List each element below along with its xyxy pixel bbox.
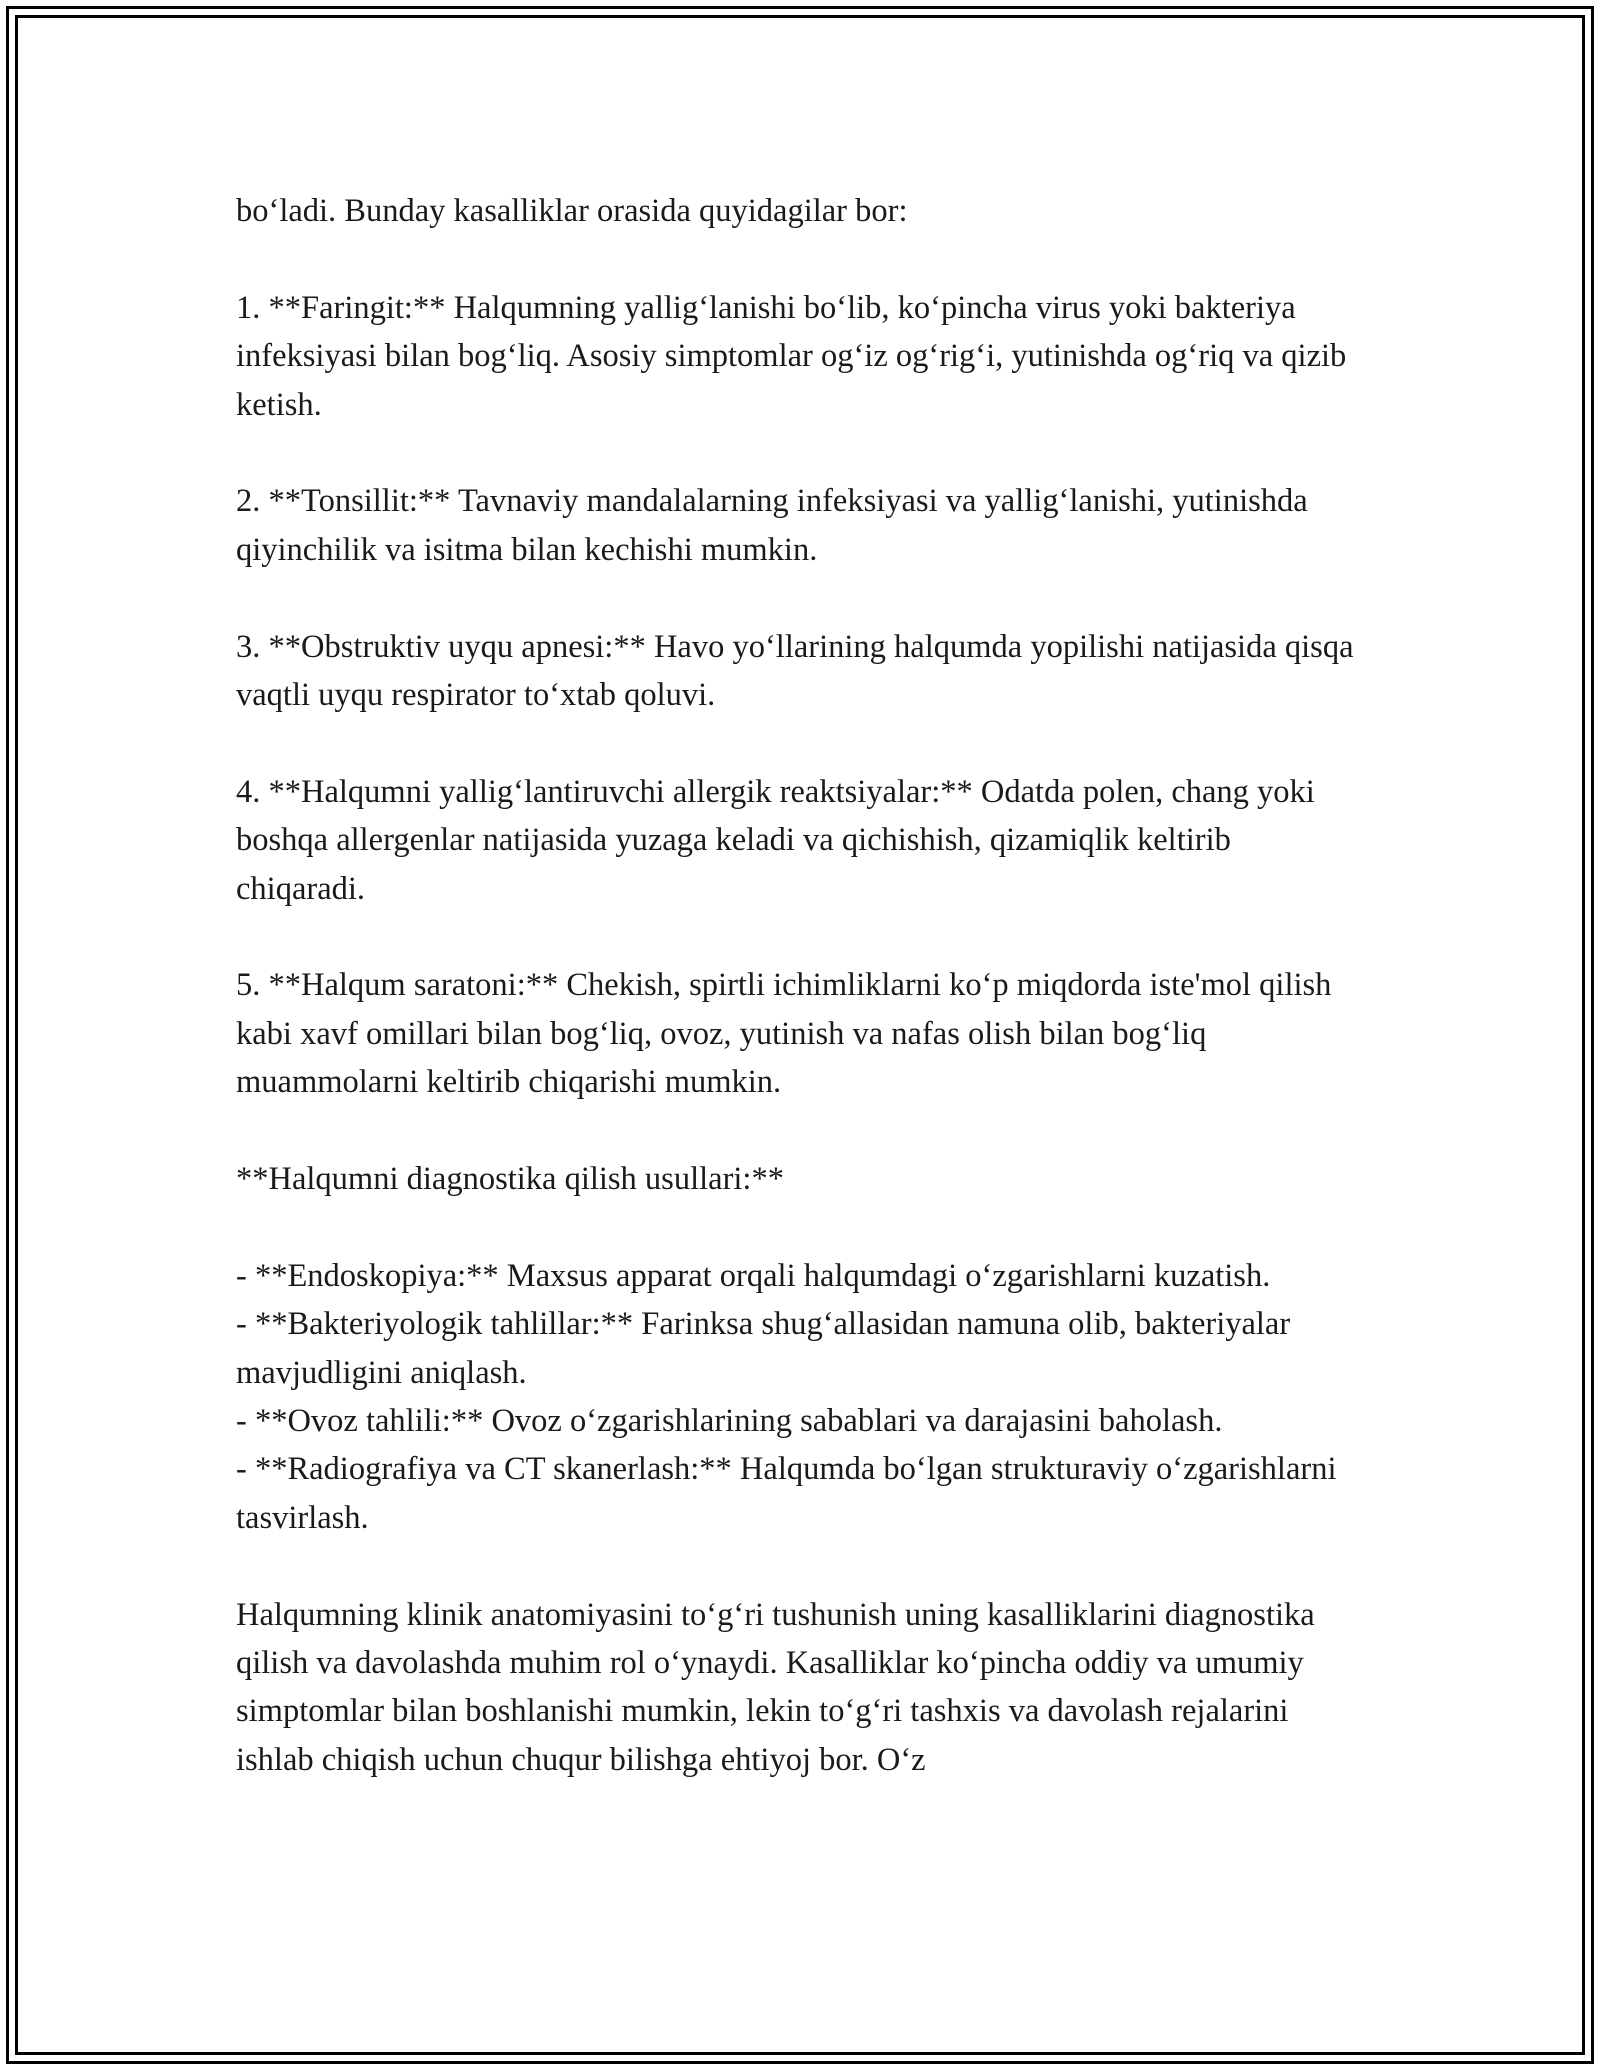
disease-item-apnea: 3. **Obstruktiv uyqu apnesi:** Havo yo‘llarining halqumda yopilishi natijasida qisqa vaqtli uyqu respirator to‘xtab qoluvi.: [236, 628, 1354, 714]
diagnostics-heading: **Halqumni diagnostika qilish usullari:**: [236, 1161, 784, 1198]
disease-item-faringit: 1. **Faringit:** Halqumning yallig‘lanishi bo‘lib, ko‘pincha virus yoki bakteriya infeksiyasi bilan bog‘liq. Asosiy simptomlar og‘iz og‘rig‘i, yutinishda og‘riq va qizib ketish.: [236, 289, 1347, 423]
disease-item-cancer: 5. **Halqum saratoni:** Chekish, spirtli ichimliklarni ko‘p miqdorda iste'mol qilish kabi xavf omillari bilan bog‘liq, ovoz, yutinish va nafas olish bilan bog‘liq muammolarni keltirib chiqarishi mumkin.: [236, 967, 1332, 1101]
disease-item-allergy: 4. **Halqumni yallig‘lantiruvchi allergik reaktsiyalar:** Odatda polen, chang yoki boshqa allergenlar natijasida yuzaga keladi va qichishish, qizamiqlik keltirib chiqaradi.: [236, 773, 1315, 907]
disease-item-tonsillit: 2. **Tonsillit:** Tavnaviy mandalalarning infeksiyasi va yallig‘lanishi, yutinishda qiyinchilik va isitma bilan kechishi mumkin.: [236, 483, 1308, 568]
conclusion-paragraph: Halqumning klinik anatomiyasini to‘g‘ri tushunish uning kasalliklarini diagnostika qilish va davolashda muhim rol o‘ynaydi. Kasalliklar ko‘pincha oddiy va umumiy simptomlar bilan boshlanishi mumkin, lekin to‘g‘ri tashxis va davolash rejalarini ishlab chiqish uchun chuqur bilishga ehtiyoj bor. O‘z: [236, 1596, 1315, 1778]
document-body: [236, 187, 1366, 1784]
diagnostic-item-radiography: - **Radiografiya va CT skanerlash:** Halqumda bo‘lgan strukturaviy o‘zgarishlarni tasvirlash.: [236, 1451, 1337, 1536]
diagnostic-item-voice: - **Ovoz tahlili:** Ovoz o‘zgarishlarining sabablari va darajasini baholash.: [236, 1403, 1223, 1440]
diagnostic-item-endoscopy: - **Endoskopiya:** Maxsus apparat orqali halqumdagi o‘zgarishlarni kuzatish.: [236, 1257, 1271, 1294]
intro-paragraph: bo‘ladi. Bunday kasalliklar orasida quyidagilar bor:: [236, 193, 908, 229]
diagnostic-item-bacteriology: - **Bakteriyologik tahlillar:** Farinksa shug‘allasidan namuna olib, bakteriyalar mavjudligini aniqlash.: [236, 1306, 1291, 1391]
